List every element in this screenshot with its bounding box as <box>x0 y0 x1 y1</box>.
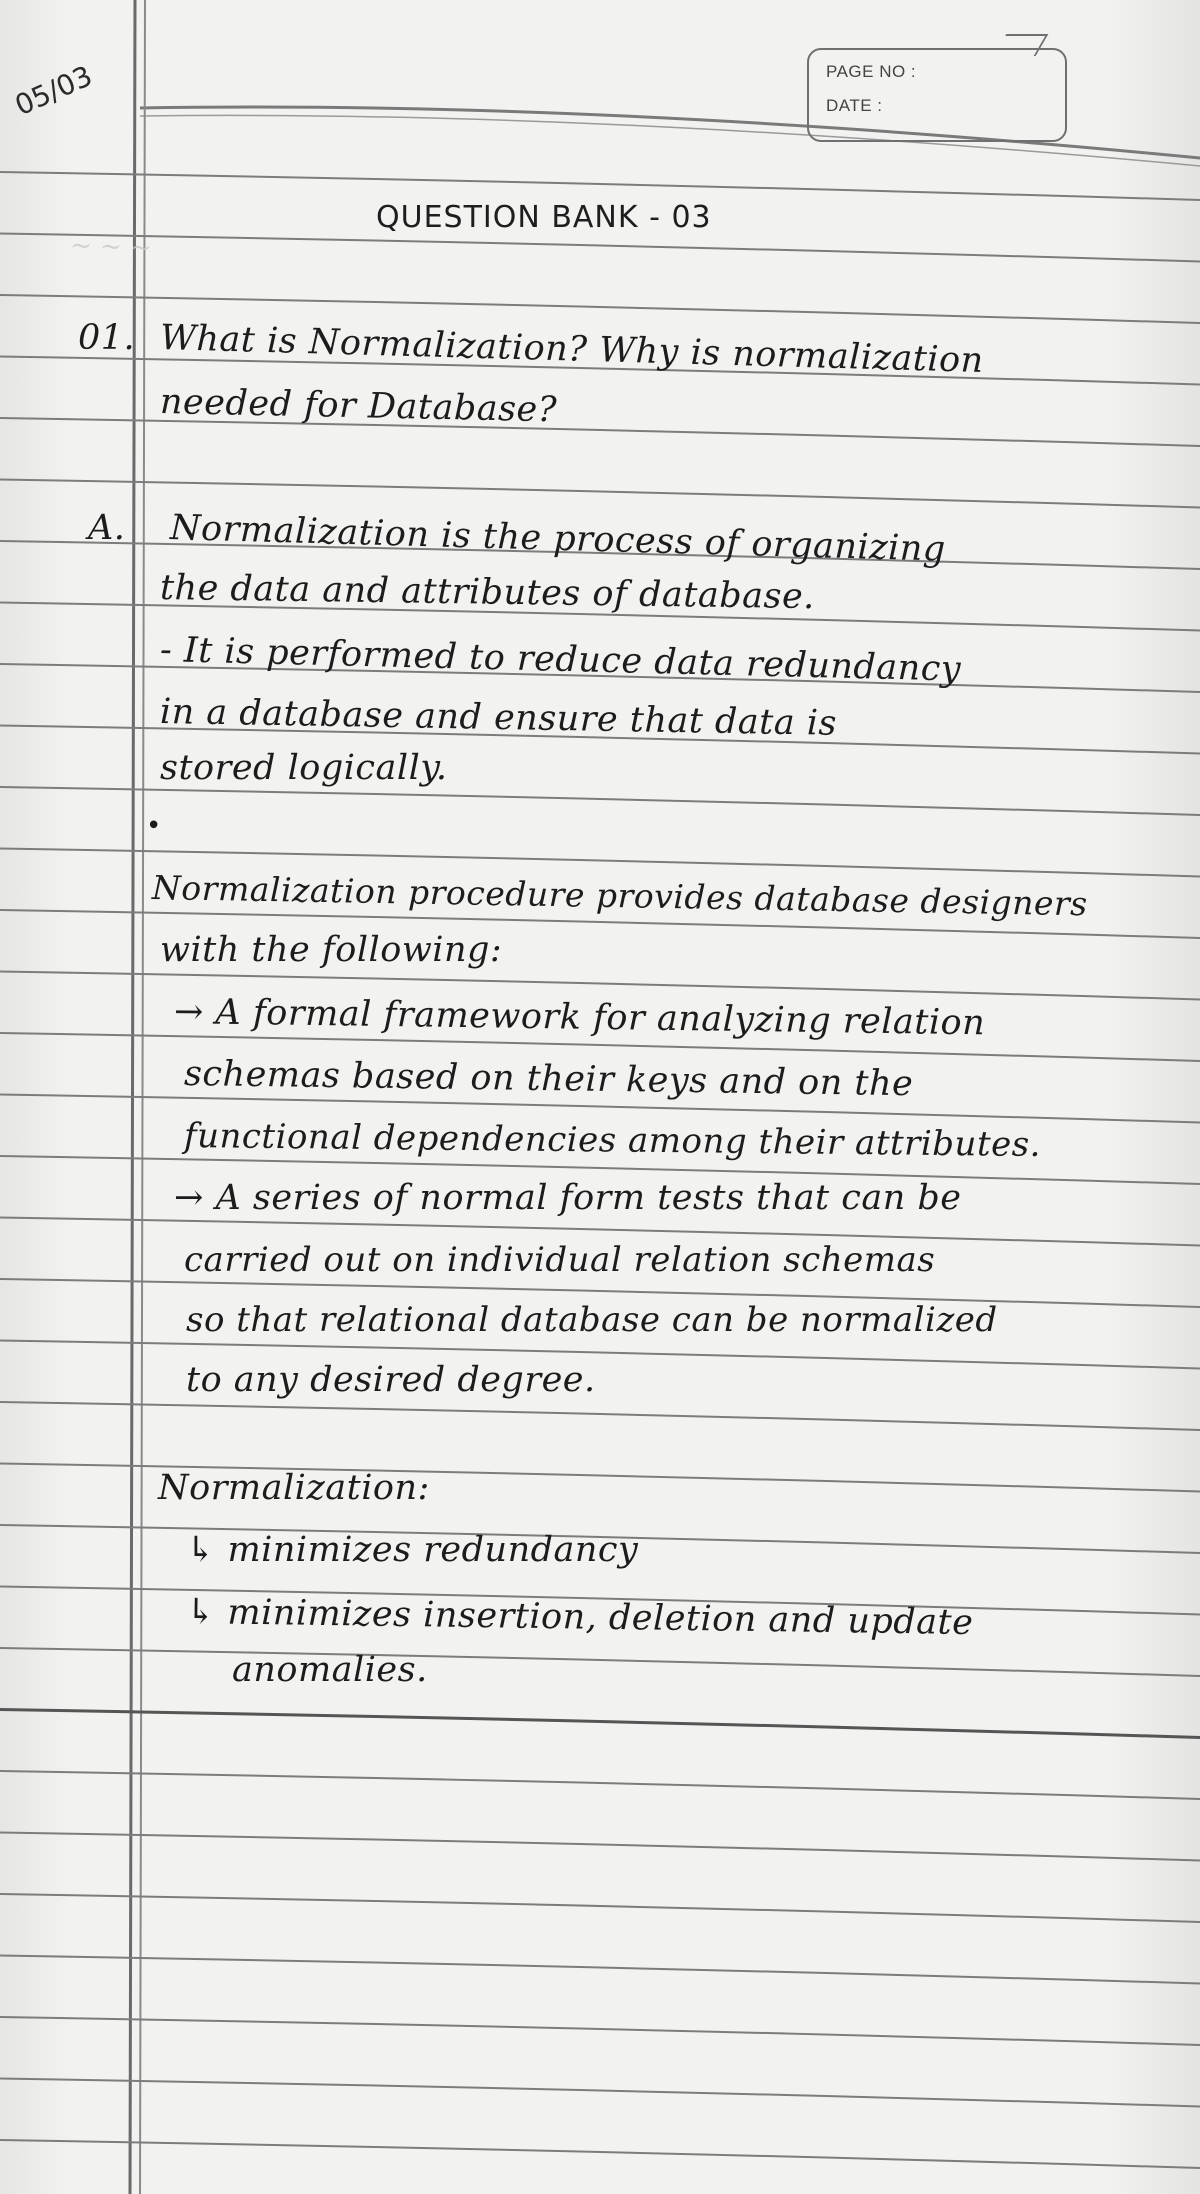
rule-line <box>0 2017 1200 2045</box>
summary-item-2: ↳ minimizes insertion, deletion and update <box>185 1592 974 1643</box>
procedure-line-1: Normalization procedure provides database designers <box>151 868 1089 924</box>
answer-line-5: stored logically. <box>160 748 448 788</box>
rule-line <box>0 1771 1200 1799</box>
procedure-line-6: → A series of normal form tests that can be <box>174 1178 962 1218</box>
question-line-2: needed for Database? <box>159 382 558 431</box>
rule-line <box>0 1402 1200 1430</box>
bullet-mark: • <box>146 811 162 841</box>
rule-line <box>0 1341 1200 1369</box>
answer-marker: A. <box>88 508 126 548</box>
rule-line <box>0 2079 1200 2107</box>
page-title: QUESTION BANK - 03 <box>376 200 712 235</box>
procedure-line-5: functional dependencies among their attributes. <box>183 1116 1042 1165</box>
date-label: DATE : <box>826 96 883 115</box>
question-line-1: What is Normalization? Why is normalization <box>159 318 985 381</box>
answer-line-4: in a database and ensure that data is <box>159 692 838 744</box>
answer-line-3: - It is performed to reduce data redundancy <box>159 630 962 690</box>
rule-line <box>0 1894 1200 1922</box>
summary-item-1: ↳ minimizes redundancy <box>186 1530 639 1570</box>
rule-line <box>0 172 1200 200</box>
question-number: 01. <box>78 318 136 358</box>
procedure-line-4: schemas based on their keys and on the <box>183 1054 914 1105</box>
rule-line <box>0 1956 1200 1984</box>
rule-line <box>0 787 1200 815</box>
procedure-line-7: carried out on individual relation schemas <box>184 1240 936 1280</box>
summary-heading: Normalization: <box>158 1468 430 1508</box>
rule-line <box>0 1710 1200 1738</box>
rule-line <box>0 234 1200 262</box>
rule-line <box>0 480 1200 508</box>
answer-line-2: the data and attributes of database. <box>159 568 816 618</box>
answer-line-1: Normalization is the process of organizing <box>169 508 947 570</box>
bleed-through-text: ~ ~ ~ <box>69 230 153 264</box>
date-note: 05/03 <box>10 59 98 123</box>
page-no-label: PAGE NO : <box>826 62 917 81</box>
rule-line <box>0 1648 1200 1676</box>
rule-line <box>0 2140 1200 2168</box>
summary-item-3: anomalies. <box>232 1650 428 1690</box>
procedure-line-9: to any desired degree. <box>186 1360 596 1400</box>
procedure-line-2: with the following: <box>160 930 503 970</box>
procedure-line-3: → A formal framework for analyzing relation <box>173 992 986 1044</box>
rule-line <box>0 1833 1200 1861</box>
procedure-line-8: so that relational database can be normalized <box>186 1300 998 1340</box>
